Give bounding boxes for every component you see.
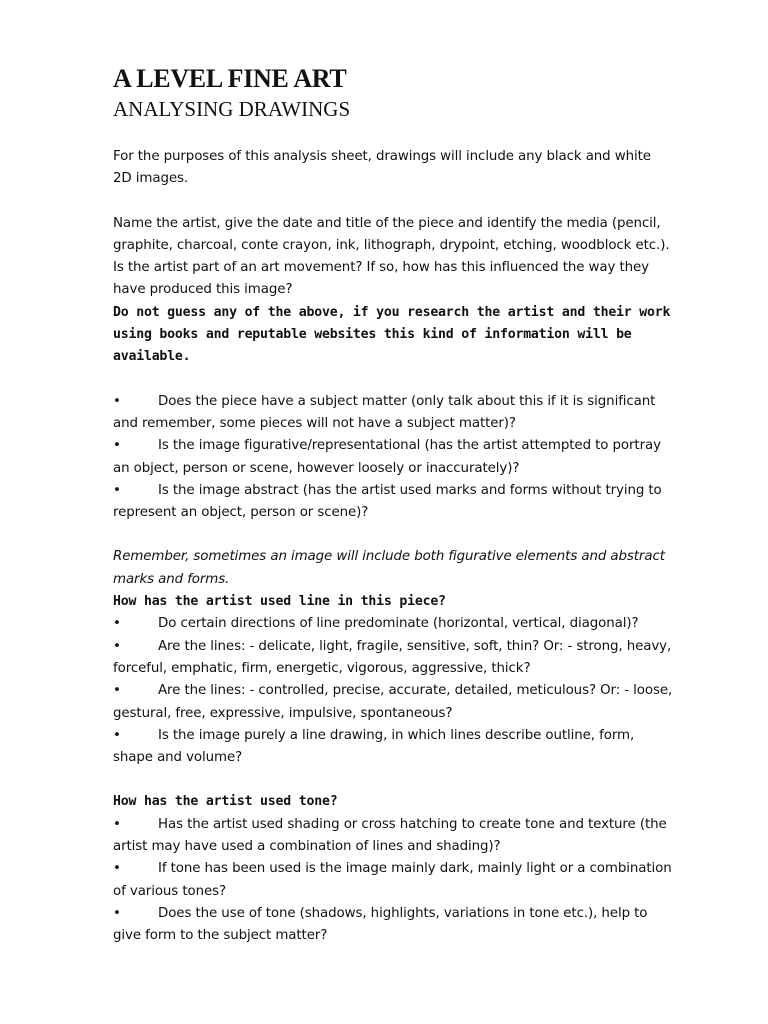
instructions-paragraph: Name the artist, give the date and title of the piece and identify the media (pencil, graphite, charcoal, conte crayon, ink, lithograph, drypoint, etching, woodblock etc.). Is the artist part of an art movement? If so, how has this influenced the way they have produced this image?: [113, 215, 670, 298]
bullet-icon: •: [113, 438, 121, 454]
list-item-text: Are the lines: - delicate, light, fragile, sensitive, soft, thin? Or: - strong, heavy, forceful, emphatic, firm, energetic, vigorous, aggressive, thick?: [113, 638, 672, 676]
list-item-text: Do certain directions of line predominate (horizontal, vertical, diagonal)?: [158, 616, 639, 632]
bullet-icon: •: [113, 482, 121, 498]
list-item: [113, 480, 673, 525]
bullet-icon: •: [113, 638, 121, 654]
list-item-text: Is the image purely a line drawing, in which lines describe outline, form, shape and volume?: [113, 727, 635, 766]
list-item-text: Does the piece have a subject matter (only talk about this if it is significant and remember, some pieces will not have a subject matter)?: [113, 393, 656, 431]
warning-paragraph: Do not guess any of the above, if you research the artist and their work using books and reputable websites this kind of information will be available.: [113, 304, 671, 365]
bullet-icon: •: [113, 861, 121, 877]
spacer: [113, 524, 673, 546]
list-item: [113, 725, 673, 770]
list-item: [113, 903, 673, 948]
list-item: [113, 814, 673, 859]
document-subtitle: ANALYSING DRAWINGS: [113, 97, 351, 121]
list-item-text: Are the lines: - controlled, precise, accurate, detailed, meticulous? Or: - loose, gestural, free, expressive, impulsive, spontaneous?: [113, 683, 673, 721]
list-item-text: If tone has been used is the image mainly dark, mainly light or a combination of various tones?: [113, 861, 672, 899]
document-content: [113, 62, 673, 948]
spacer: [113, 369, 673, 391]
bullet-icon: •: [113, 727, 121, 743]
bullet-icon: •: [113, 616, 121, 632]
list-item: [113, 435, 673, 480]
bullet-icon: •: [113, 683, 121, 699]
list-item-text: Does the use of tone (shadows, highlights, variations in tone etc.), help to give form to the subject matter?: [113, 905, 648, 944]
document-title: A LEVEL FINE ART: [113, 64, 347, 93]
bullet-icon: •: [113, 393, 121, 409]
list-item-text: Is the image figurative/representational (has the artist attempted to portray an object, person or scene, however loosely or inaccurately)?: [113, 438, 661, 476]
bullet-icon: •: [113, 905, 121, 921]
intro-paragraph: For the purposes of this analysis sheet, drawings will include any black and white 2D images.: [113, 149, 651, 187]
list-item-text: Is the image abstract (has the artist used marks and forms without trying to represent an object, person or scene)?: [113, 482, 662, 521]
spacer: [113, 191, 673, 213]
list-item-text: Has the artist used shading or cross hatching to create tone and texture (the artist may have used a combination of lines and shading)?: [113, 816, 667, 855]
list-item: [113, 680, 673, 725]
tone-section-heading: How has the artist used tone?: [113, 794, 338, 810]
line-section-heading: How has the artist used line in this piece?: [113, 594, 446, 610]
spacer: [113, 769, 673, 791]
list-item: [113, 636, 673, 681]
list-item: [113, 391, 673, 436]
bullet-icon: •: [113, 816, 121, 832]
remember-note: Remember, sometimes an image will include both figurative elements and abstract marks and forms.: [113, 549, 665, 587]
list-item: [113, 613, 673, 635]
list-item: [113, 858, 673, 903]
